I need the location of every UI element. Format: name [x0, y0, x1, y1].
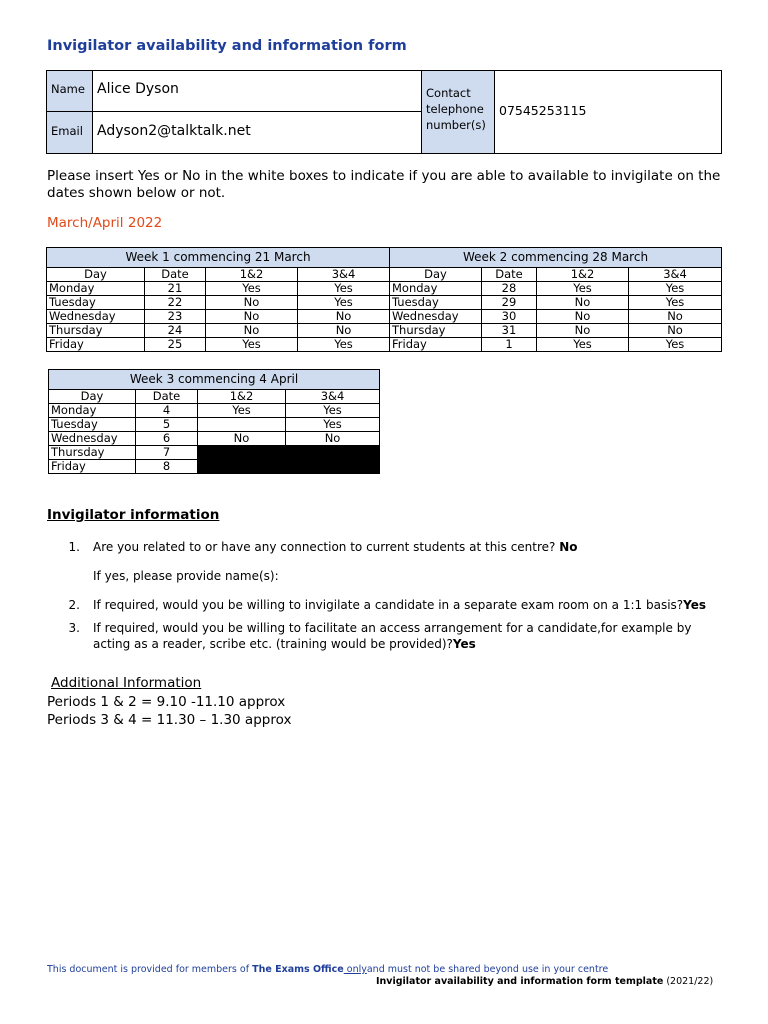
email-field[interactable]: Adyson2@talktalk.net: [93, 112, 422, 153]
col-date: Date: [482, 268, 537, 282]
additional-info-line: Periods 3 & 4 = 11.30 – 1.30 approx: [47, 712, 292, 728]
table-row: [49, 432, 380, 446]
table-row: [390, 282, 722, 296]
cell-periods-1-2[interactable]: No: [198, 432, 286, 446]
cell-date: 30: [482, 310, 537, 324]
table-row: [49, 404, 380, 418]
cell-date: 7: [136, 446, 198, 460]
col-date: Date: [136, 390, 198, 404]
cell-periods-1-2[interactable]: No: [537, 310, 629, 324]
cell-date: 25: [145, 338, 206, 352]
cell-periods-1-2[interactable]: Yes: [537, 338, 629, 352]
cell-date: 31: [482, 324, 537, 338]
cell-periods-3-4[interactable]: Yes: [286, 418, 380, 432]
cell-day: Tuesday: [47, 296, 145, 310]
cell-day: Wednesday: [47, 310, 145, 324]
col-date: Date: [145, 268, 206, 282]
table-row: [47, 282, 390, 296]
form-title: Invigilator availability and information form: [47, 38, 407, 54]
cell-day: Tuesday: [49, 418, 136, 432]
cell-day: Friday: [390, 338, 482, 352]
question-text: If required, would you be willing to facilitate an access arrangement for a candidate,for example by acting as a reader, scribe etc. (training would be provided)?: [93, 621, 692, 651]
week1-availability-table: [46, 247, 390, 352]
cell-day: Friday: [47, 338, 145, 352]
cell-date: 8: [136, 460, 198, 474]
instructions-text: Please insert Yes or No in the white boxes to indicate if you are able to available to invigilate on the dates shown below or not.: [47, 168, 721, 201]
contact-details-table: [46, 70, 722, 154]
cell-date: 21: [145, 282, 206, 296]
col-periods-3-4: 3&4: [298, 268, 390, 282]
cell-periods-3-4[interactable]: Yes: [298, 296, 390, 310]
additional-info-line: Periods 1 & 2 = 9.10 -11.10 approx: [47, 694, 286, 710]
col-day: Day: [47, 268, 145, 282]
cell-date: 5: [136, 418, 198, 432]
cell-periods-1-2[interactable]: [198, 418, 286, 432]
cell-date: 29: [482, 296, 537, 310]
cell-date: 1: [482, 338, 537, 352]
cell-periods-3-4[interactable]: Yes: [629, 296, 722, 310]
table-row: [49, 418, 380, 432]
cell-periods-1-2[interactable]: Yes: [206, 282, 298, 296]
table-row: [47, 324, 390, 338]
cell-periods-3-4[interactable]: No: [298, 310, 390, 324]
cell-day: Tuesday: [390, 296, 482, 310]
cell-periods-1-2[interactable]: Yes: [198, 404, 286, 418]
footer-template-name: [376, 976, 713, 987]
cell-periods-3-4[interactable]: Yes: [298, 282, 390, 296]
footer-text: This document is provided for members of: [47, 964, 253, 975]
cell-day: Monday: [390, 282, 482, 296]
cell-periods-3-4[interactable]: Yes: [298, 338, 390, 352]
question-number: 2.: [68, 598, 80, 612]
footer-template-title: Invigilator availability and information form template: [376, 976, 664, 987]
col-periods-1-2: 1&2: [206, 268, 298, 282]
unavailable-blackout-cell: [198, 446, 380, 474]
cell-day: Thursday: [47, 324, 145, 338]
cell-periods-1-2[interactable]: No: [537, 324, 629, 338]
footer-only: only: [343, 964, 367, 975]
cell-periods-3-4[interactable]: Yes: [629, 338, 722, 352]
cell-day: Thursday: [390, 324, 482, 338]
additional-info-heading: Additional Information: [51, 675, 202, 691]
week2-availability-table: [389, 247, 722, 352]
cell-date: 28: [482, 282, 537, 296]
week1-title: Week 1 commencing 21 March: [47, 248, 390, 268]
footer-brand: The Exams Office: [252, 964, 344, 975]
week3-title: Week 3 commencing 4 April: [49, 370, 380, 390]
name-field[interactable]: Alice Dyson: [93, 71, 422, 112]
table-row: [390, 310, 722, 324]
question-1-followup: If yes, please provide name(s):: [93, 569, 279, 583]
table-row: [47, 296, 390, 310]
cell-periods-3-4[interactable]: No: [629, 310, 722, 324]
period-heading: March/April 2022: [47, 215, 163, 231]
table-row: [390, 296, 722, 310]
table-row: [390, 324, 722, 338]
table-row: [47, 338, 390, 352]
cell-day: Thursday: [49, 446, 136, 460]
cell-periods-1-2[interactable]: No: [537, 296, 629, 310]
footer-year: (2021/22): [663, 976, 714, 987]
name-label: Name: [47, 71, 93, 112]
week2-title: Week 2 commencing 28 March: [390, 248, 722, 268]
table-row: [390, 338, 722, 352]
cell-date: 23: [145, 310, 206, 324]
week3-availability-table: [48, 369, 380, 474]
table-row: [49, 446, 380, 460]
question-number: 3.: [68, 621, 80, 635]
cell-date: 6: [136, 432, 198, 446]
question-text: Are you related to or have any connection to current students at this centre?: [93, 540, 560, 554]
cell-day: Monday: [49, 404, 136, 418]
cell-periods-1-2[interactable]: Yes: [206, 338, 298, 352]
cell-periods-3-4[interactable]: No: [629, 324, 722, 338]
footer-text: and must not be shared beyond use in your centre: [366, 964, 609, 975]
col-periods-3-4: 3&4: [629, 268, 722, 282]
cell-day: Wednesday: [390, 310, 482, 324]
cell-periods-3-4[interactable]: Yes: [629, 282, 722, 296]
question-text: If required, would you be willing to invigilate a candidate in a separate exam room on a 1:1 basis?: [93, 598, 684, 612]
cell-periods-1-2[interactable]: No: [206, 296, 298, 310]
cell-day: Monday: [47, 282, 145, 296]
telephone-label: Contact telephone number(s): [422, 71, 495, 153]
cell-periods-3-4[interactable]: No: [298, 324, 390, 338]
cell-periods-1-2[interactable]: No: [206, 324, 298, 338]
col-periods-1-2: 1&2: [198, 390, 286, 404]
footer-notice: [47, 964, 608, 975]
cell-periods-1-2[interactable]: No: [206, 310, 298, 324]
cell-date: 22: [145, 296, 206, 310]
email-label: Email: [47, 112, 93, 153]
question-number: 1.: [68, 540, 80, 554]
cell-periods-1-2[interactable]: Yes: [537, 282, 629, 296]
question-answer[interactable]: Yes: [683, 598, 707, 612]
invigilator-info-heading: Invigilator information: [47, 507, 220, 523]
col-periods-1-2: 1&2: [537, 268, 629, 282]
col-day: Day: [390, 268, 482, 282]
cell-date: 4: [136, 404, 198, 418]
question-answer[interactable]: Yes: [452, 637, 476, 651]
col-periods-3-4: 3&4: [286, 390, 380, 404]
cell-periods-3-4[interactable]: Yes: [286, 404, 380, 418]
col-day: Day: [49, 390, 136, 404]
table-row: [47, 310, 390, 324]
telephone-field[interactable]: 07545253115: [499, 103, 587, 118]
cell-day: Wednesday: [49, 432, 136, 446]
cell-date: 24: [145, 324, 206, 338]
question-answer[interactable]: No: [559, 540, 578, 554]
cell-periods-3-4[interactable]: No: [286, 432, 380, 446]
cell-day: Friday: [49, 460, 136, 474]
